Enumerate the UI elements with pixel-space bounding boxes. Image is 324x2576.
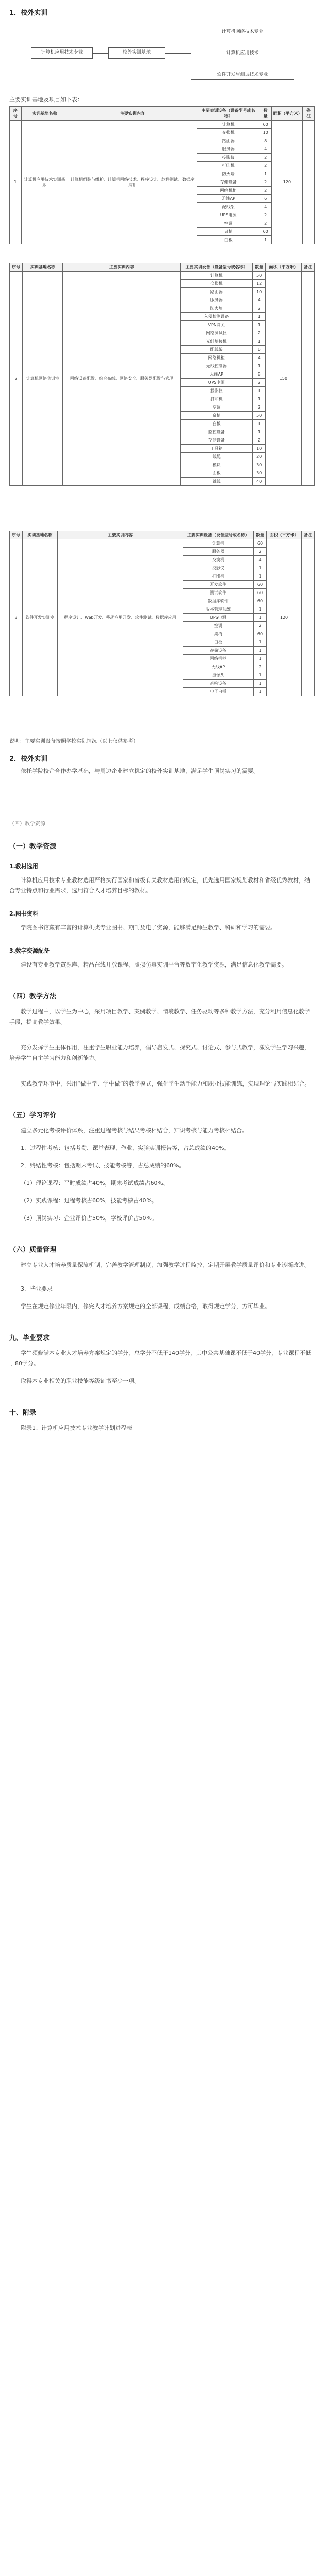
- table1-caption-block: [9, 95, 315, 105]
- quantity-cell: 60: [260, 228, 271, 236]
- quantity-cell: 2: [253, 403, 266, 412]
- quantity-cell: 2: [260, 178, 271, 187]
- equipment-cell: 网络机柜: [183, 655, 253, 663]
- quantity-cell: 1: [260, 170, 271, 178]
- remark-cell: [302, 539, 315, 696]
- quality-paragraph: 建立专业人才培养质量保障机制，完善教学管理制度，加强教学过程监控，定期开展教学质量评价和专业诊断改进。: [21, 1262, 310, 1268]
- quantity-cell: 1: [254, 564, 267, 572]
- diagram-right-mid-box: 计算机应用技术: [191, 48, 294, 58]
- diagram-right-top-box: 计算机网络技术专业: [191, 27, 294, 37]
- equipment-cell: 配线架: [197, 203, 260, 211]
- quantity-cell: 12: [253, 280, 266, 288]
- quantity-cell: 4: [260, 145, 271, 154]
- quantity-cell: 4: [260, 203, 271, 211]
- diagram-connector: [93, 53, 108, 54]
- equipment-cell: 网络机柜: [181, 354, 253, 362]
- area-cell: 120: [266, 539, 301, 696]
- equipment-cell: 防火墙: [197, 170, 260, 178]
- quantity-cell: 50: [253, 412, 266, 420]
- equipment-cell: 白板: [197, 236, 260, 244]
- equipment-cell: UPS电源: [181, 379, 253, 387]
- equipment-cell: 计算机: [197, 121, 260, 129]
- assessment-p4: （1）理论课程：平时成绩占40%，期末考试成绩占60%。: [21, 1180, 169, 1187]
- table-note: 说明：主要实训设备按照学校实际情况（以上仅供参考）: [9, 739, 138, 744]
- equipment-cell: 监控设备: [181, 428, 253, 436]
- teaching-method-p3: 实践教学环节中，采用“做中学、学中做”的教学模式，强化学生动手能力和职业技能训练，实现理论与实践相结合。: [21, 1080, 311, 1087]
- quantity-cell: 2: [254, 663, 267, 671]
- equipment-cell: 白板: [181, 420, 253, 428]
- quantity-cell: 8: [253, 370, 266, 379]
- equipment-cell: 投影仪: [183, 564, 253, 572]
- assessment-p5: （2）实践课程：过程考核占60%，技能考核占40%。: [21, 1197, 157, 1204]
- library-title: 2.图书资料: [9, 910, 38, 917]
- equipment-cell: 路由器: [181, 288, 253, 296]
- section2: [9, 753, 315, 776]
- quantity-cell: 10: [253, 288, 266, 296]
- table-header-cell: 实训基地名称: [23, 263, 63, 272]
- quantity-cell: 60: [254, 539, 267, 548]
- assessment-p2: 1．过程性考核：包括考勤、课堂表现、作业、实验实训报告等，占总成绩的40%。: [21, 1145, 230, 1151]
- training-base-table-1: [9, 106, 315, 244]
- equipment-cell: 数据库软件: [183, 597, 253, 605]
- equipment-cell: 存储设备: [197, 178, 260, 187]
- equipment-cell: 桌椅: [183, 630, 253, 638]
- equipment-cell: 跳线: [181, 478, 253, 486]
- quantity-cell: 60: [254, 597, 267, 605]
- quantity-cell: 2: [253, 329, 266, 337]
- teaching-resources-title: （一）教学资源: [9, 843, 57, 851]
- equipment-cell: 投影仪: [197, 154, 260, 162]
- table-row: [10, 539, 315, 548]
- table-row: [10, 272, 315, 280]
- quantity-cell: 1: [254, 655, 267, 663]
- appendix-item: 附录1：计算机应用技术专业教学计划进程表: [21, 1425, 132, 1431]
- quantity-cell: 1: [253, 428, 266, 436]
- table-header-cell: 面积（平方米）: [266, 263, 301, 272]
- quantity-cell: 1: [253, 387, 266, 395]
- section1-title: 1．校外实训: [9, 9, 48, 17]
- equipment-cell: 无线AP: [181, 370, 253, 379]
- table-header-cell: 序号: [10, 107, 22, 121]
- textbook-title: 1.教材选用: [9, 863, 38, 870]
- quantity-cell: 2: [254, 548, 267, 556]
- table-header-cell: 备注: [302, 531, 315, 539]
- area-cell: 120: [271, 121, 303, 244]
- quality-title: （六）质量管理: [9, 1246, 57, 1254]
- equipment-cell: 配线架: [181, 346, 253, 354]
- equipment-cell: 入侵检测设备: [181, 313, 253, 321]
- quantity-cell: 60: [254, 630, 267, 638]
- table-caption: 主要实训基地及项目如下表：: [9, 96, 83, 103]
- training-base-table-3: [9, 531, 315, 696]
- quantity-cell: 1: [253, 362, 266, 370]
- quantity-cell: 30: [253, 461, 266, 469]
- table-header-cell: 面积（平方米）: [266, 531, 301, 539]
- equipment-cell: UPS电源: [197, 211, 260, 219]
- equipment-cell: 网络测试仪: [181, 329, 253, 337]
- quantity-cell: 2: [260, 211, 271, 219]
- row-index-cell: 1: [10, 121, 22, 244]
- equipment-cell: 版本管理系统: [183, 605, 253, 614]
- training-content-cell: 计算机组装与维护、计算机网络技术、程序设计、软件测试、数据库应用: [68, 121, 197, 244]
- digital-resources-paragraph: 建设有专业教学资源库、精品在线开放课程、虚拟仿真实训平台等数字化教学资源，满足信息化教学需要。: [21, 961, 287, 968]
- quantity-cell: 4: [253, 354, 266, 362]
- graduation-paragraph: 学生在规定修业年限内，修完人才培养方案规定的全部课程，成绩合格，取得规定学分，方可毕业。: [21, 1303, 270, 1310]
- remark-cell: [303, 121, 315, 244]
- training-content-cell: 程序设计、Web开发、移动应用开发、软件测试、数据库应用: [57, 539, 183, 696]
- quantity-cell: 4: [254, 556, 267, 564]
- quantity-cell: 2: [260, 219, 271, 228]
- table-header-cell: 实训基地名称: [22, 531, 57, 539]
- quantity-cell: 2: [260, 154, 271, 162]
- equipment-cell: 音响设备: [183, 680, 253, 688]
- table-header-cell: 主要实训设备（设备型号或名称）: [197, 107, 260, 121]
- equipment-cell: 电子白板: [183, 688, 253, 696]
- table-header-cell: 数量: [253, 263, 266, 272]
- quantity-cell: 2: [253, 379, 266, 387]
- equipment-cell: 桌椅: [181, 412, 253, 420]
- equipment-cell: 测试软件: [183, 589, 253, 597]
- training-diagram: [31, 27, 320, 83]
- quantity-cell: 2: [254, 622, 267, 630]
- table-header-cell: 备注: [303, 107, 315, 121]
- graduation-title: 九、毕业要求: [9, 1334, 50, 1342]
- equipment-cell: 打印机: [181, 395, 253, 403]
- table-header-cell: 数量: [260, 107, 271, 121]
- teaching-method-title: （四）教学方法: [9, 993, 57, 1001]
- equipment-cell: 面板: [181, 469, 253, 478]
- equipment-cell: 空调: [183, 622, 253, 630]
- equipment-cell: 无线控制器: [181, 362, 253, 370]
- quantity-cell: 60: [260, 121, 271, 129]
- diagram-mid-box: 校外实训基地: [108, 47, 165, 59]
- graduation-certificate: 取得本专业相关的职业技能等级证书至少一项。: [21, 1378, 140, 1384]
- diagram-connector: [165, 53, 181, 54]
- table-header-cell: 面积（平方米）: [271, 107, 303, 121]
- quantity-cell: 1: [253, 313, 266, 321]
- quantity-cell: 10: [260, 129, 271, 137]
- diagram-right-bottom-box: 软件开发与测试技术专业: [191, 70, 294, 80]
- equipment-cell: 服务器: [181, 296, 253, 304]
- appendix-title: 十、附录: [9, 1409, 37, 1417]
- section1: [9, 7, 315, 17]
- graduation-credits: 学生须修满本专业人才培养方案规定的学分，总学分不低于140学分，其中公共基础课不低于40学分，专业课程不低于80学分。: [9, 1350, 311, 1367]
- quantity-cell: 1: [254, 614, 267, 622]
- diagram-connector: [181, 53, 191, 54]
- section3-intro: （四）教学资源: [9, 821, 45, 827]
- equipment-cell: UPS电源: [183, 614, 253, 622]
- equipment-cell: 计算机: [181, 272, 253, 280]
- base-name-cell: 软件开发实训室: [22, 539, 57, 696]
- table-row: [10, 121, 315, 129]
- equipment-cell: 存储设备: [181, 436, 253, 445]
- table1-container: [9, 106, 315, 244]
- remark-cell: [301, 272, 314, 486]
- quantity-cell: 1: [253, 420, 266, 428]
- base-name-cell: 计算机应用技术实训基地: [21, 121, 68, 244]
- table-header-cell: 数量: [254, 531, 267, 539]
- teaching-method-p2: 充分发挥学生主体作用，注重学生职业能力培养，倡导启发式、探究式、讨论式、参与式教学，激发学生学习兴趣，培养学生自主学习能力和创新能力。: [9, 1044, 310, 1061]
- quantity-cell: 1: [254, 680, 267, 688]
- quantity-cell: 1: [253, 395, 266, 403]
- equipment-cell: 服务器: [183, 548, 253, 556]
- quantity-cell: 8: [260, 137, 271, 145]
- training-base-table-2: [9, 263, 315, 486]
- assessment-p3: 2．终结性考核：包括期末考试、技能考核等，占总成绩的60%。: [21, 1162, 185, 1169]
- table-header-cell: 主要实训内容: [68, 107, 197, 121]
- graduation-label: 3．毕业要求: [21, 1285, 53, 1292]
- quantity-cell: 1: [260, 236, 271, 244]
- quantity-cell: 1: [254, 647, 267, 655]
- section3: [9, 819, 315, 1433]
- library-paragraph: 学院图书馆藏有丰富的计算机类专业图书、期刊及电子资源，能够满足师生教学、科研和学习的需要。: [21, 924, 276, 931]
- equipment-cell: 空调: [197, 219, 260, 228]
- digital-resources-title: 3.数字资源配备: [9, 947, 50, 954]
- equipment-cell: 线缆: [181, 453, 253, 461]
- equipment-cell: 模块: [181, 461, 253, 469]
- quantity-cell: 1: [254, 688, 267, 696]
- table3-container: [9, 531, 315, 696]
- quantity-cell: 2: [253, 436, 266, 445]
- equipment-cell: 开发软件: [183, 581, 253, 589]
- equipment-cell: 存储设备: [183, 647, 253, 655]
- quantity-cell: 1: [254, 572, 267, 581]
- quantity-cell: 40: [253, 478, 266, 486]
- table2-container: [9, 263, 315, 486]
- equipment-cell: 打印机: [197, 162, 260, 170]
- textbook-paragraph: 计算机应用技术专业教材选用严格执行国家和省级有关教材选用的规定，优先选用国家规划教材和省级优秀教材，结合专业特点和行业需求，选用符合人才培养目标的教材。: [9, 877, 310, 894]
- assessment-p6: （3）顶岗实习：企业评价占50%，学校评价占50%。: [21, 1215, 157, 1222]
- quantity-cell: 60: [254, 581, 267, 589]
- equipment-cell: 网络机柜: [197, 187, 260, 195]
- quantity-cell: 60: [254, 589, 267, 597]
- row-index-cell: 2: [10, 272, 23, 486]
- equipment-cell: 桌椅: [197, 228, 260, 236]
- quantity-cell: 2: [260, 187, 271, 195]
- equipment-cell: 光纤熔接机: [181, 337, 253, 346]
- diagram-root-box: 计算机应用技术专业: [31, 47, 93, 59]
- assessment-title: （五）学习评价: [9, 1112, 57, 1120]
- quantity-cell: 1: [254, 638, 267, 647]
- quantity-cell: 6: [253, 346, 266, 354]
- table-header-cell: 实训基地名称: [21, 107, 68, 121]
- quantity-cell: 1: [254, 605, 267, 614]
- quantity-cell: 4: [253, 296, 266, 304]
- equipment-cell: 空调: [181, 403, 253, 412]
- table-header-cell: 主要实训设备（设备型号或名称）: [181, 263, 253, 272]
- equipment-cell: 无线AP: [183, 663, 253, 671]
- equipment-cell: 摄像头: [183, 671, 253, 680]
- quantity-cell: 20: [253, 453, 266, 461]
- table-note-block: [9, 737, 315, 747]
- section2-paragraph: 依托学院校企合作办学基础，与周边企业建立稳定的校外实训基地，满足学生顶岗实习的需要。: [21, 768, 259, 774]
- table-header-cell: 备注: [301, 263, 314, 272]
- quantity-cell: 2: [253, 304, 266, 313]
- table-header-cell: 序号: [10, 531, 23, 539]
- table-header-cell: 序号: [10, 263, 23, 272]
- assessment-p1: 建立多元化考核评价体系，注重过程考核与结果考核相结合，知识考核与能力考核相结合。: [21, 1127, 248, 1134]
- quantity-cell: 1: [254, 671, 267, 680]
- quantity-cell: 1: [253, 337, 266, 346]
- area-cell: 150: [266, 272, 301, 486]
- table-header-cell: 主要实训设备（设备型号或名称）: [183, 531, 253, 539]
- quantity-cell: 30: [253, 469, 266, 478]
- quantity-cell: 2: [260, 162, 271, 170]
- equipment-cell: 打印机: [183, 572, 253, 581]
- quantity-cell: 6: [260, 195, 271, 203]
- equipment-cell: 投影仪: [181, 387, 253, 395]
- equipment-cell: 白板: [183, 638, 253, 647]
- equipment-cell: 无线AP: [197, 195, 260, 203]
- equipment-cell: 服务器: [197, 145, 260, 154]
- equipment-cell: 交换机: [183, 556, 253, 564]
- row-index-cell: 3: [10, 539, 23, 696]
- equipment-cell: 路由器: [197, 137, 260, 145]
- equipment-cell: VPN网关: [181, 321, 253, 329]
- equipment-cell: 交换机: [197, 129, 260, 137]
- section2-title: 2．校外实训: [9, 755, 48, 763]
- quantity-cell: 50: [253, 272, 266, 280]
- base-name-cell: 计算机网络实训室: [23, 272, 63, 486]
- equipment-cell: 防火墙: [181, 304, 253, 313]
- teaching-method-p1: 教学过程中，以学生为中心，采用项目教学、案例教学、情境教学、任务驱动等多种教学方法，充分利用信息化教学手段，提高教学效果。: [9, 1008, 310, 1025]
- training-content-cell: 网络设备配置、综合布线、网络安全、服务器配置与管理: [63, 272, 181, 486]
- equipment-cell: 交换机: [181, 280, 253, 288]
- equipment-cell: 工具箱: [181, 445, 253, 453]
- quantity-cell: 1: [253, 321, 266, 329]
- table-header-cell: 主要实训内容: [57, 531, 183, 539]
- table-header-cell: 主要实训内容: [63, 263, 181, 272]
- equipment-cell: 计算机: [183, 539, 253, 548]
- quantity-cell: 10: [253, 445, 266, 453]
